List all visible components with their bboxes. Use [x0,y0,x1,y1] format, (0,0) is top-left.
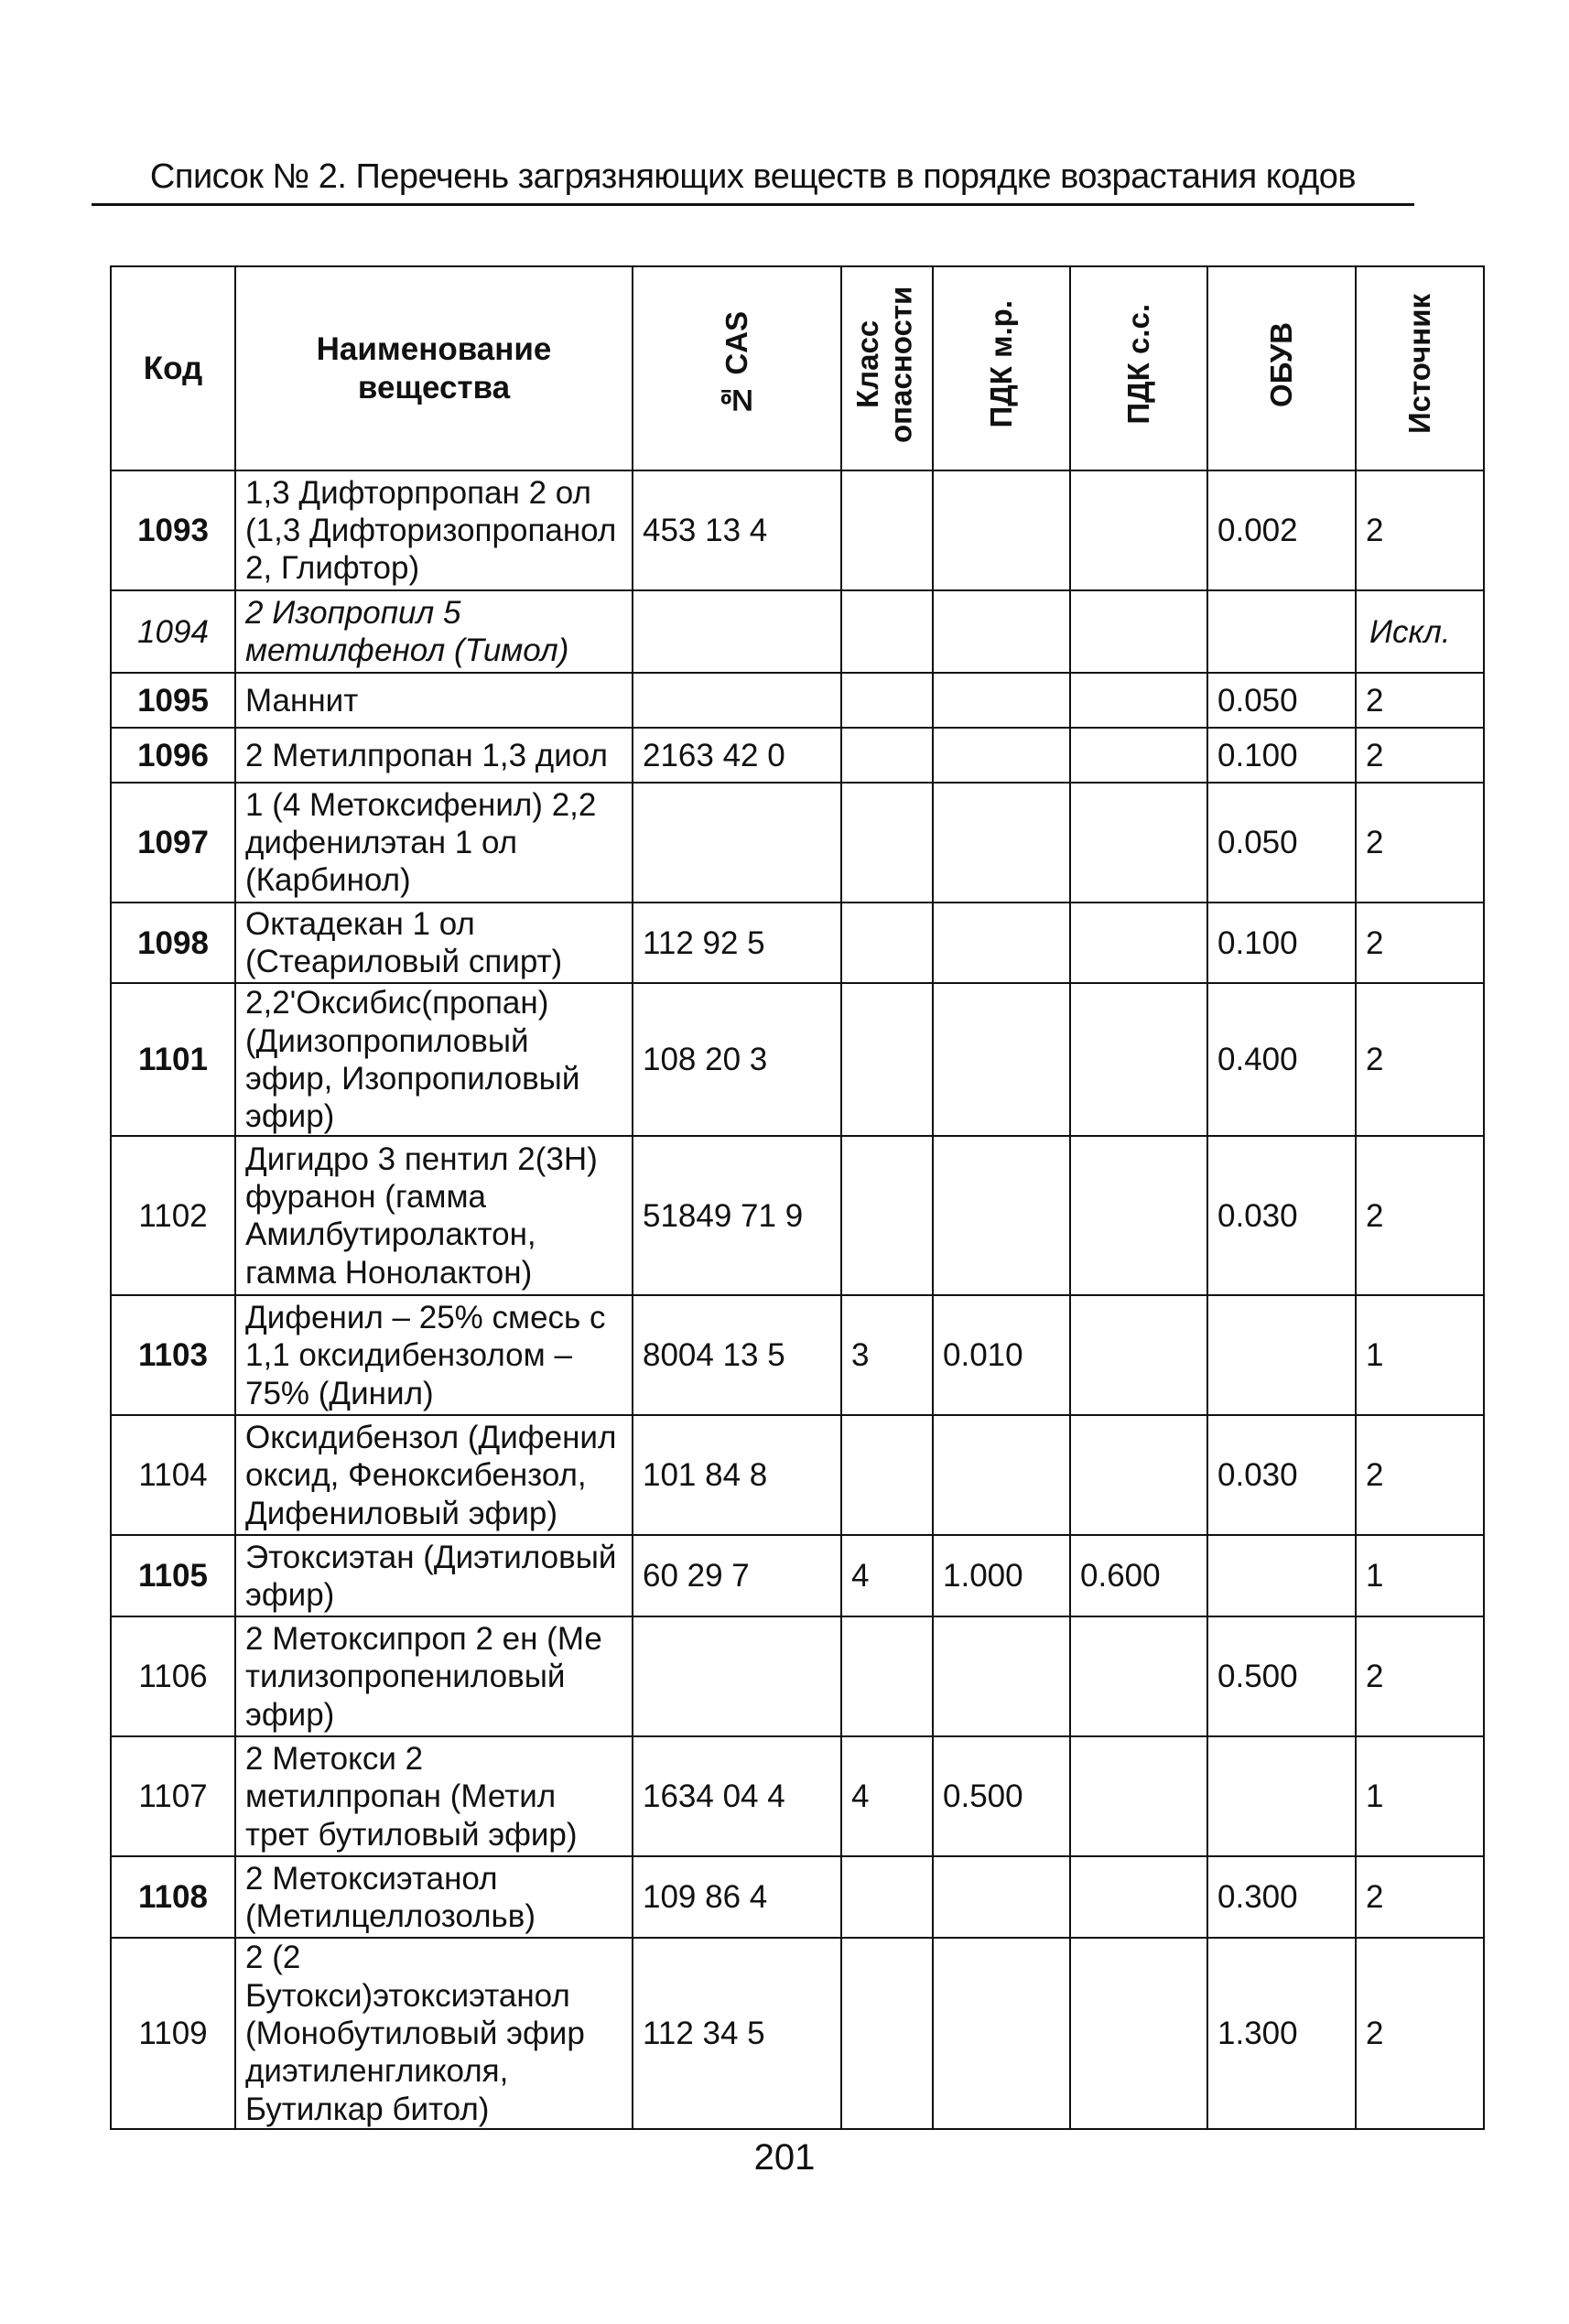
cell-pdk-mr [933,673,1070,728]
cell-code: 1106 [111,1616,235,1736]
header-pdk-mr-label: ПДК м.р. [983,300,1018,428]
cell-pdk-ss: 0.600 [1070,1535,1207,1616]
cell-pdk-mr [933,1136,1070,1295]
cell-pdk-mr [933,983,1070,1136]
cell-pdk-mr [933,728,1070,783]
cell-code: 1105 [111,1535,235,1616]
cell-obuv [1207,1535,1356,1616]
cell-obuv: 0.030 [1207,1136,1356,1295]
cell-hazard-class [841,673,933,728]
cell-hazard-class [841,1136,933,1295]
cell-source: 2 [1356,1136,1484,1295]
cell-name: 2 Метоксипроп 2 ен (Ме тилизопропениловый эфир) [235,1616,633,1736]
cell-name: 1 (4 Метоксифенил) 2,2 дифенилэтан 1 ол (Карбинол) [235,783,633,903]
cell-code: 1093 [111,470,235,590]
header-hazard-class-label: Класс опасности [850,286,918,443]
cell-name: Оксидибензол (Дифенил оксид, Феноксибензол, Дифениловый эфир) [235,1415,633,1535]
cell-name: Дифенил – 25% смесь с 1,1 оксидибензолом – 75% (Динил) [235,1295,633,1415]
cell-source: 2 [1356,903,1484,983]
header-cas [633,266,841,470]
cell-name: 2 Метоксиэтанол (Метилцеллозольв) [235,1856,633,1938]
cell-pdk-ss [1070,728,1207,783]
cell-obuv: 0.002 [1207,470,1356,590]
cell-source: Искл. [1356,590,1484,673]
cell-source: 2 [1356,673,1484,728]
cell-code: 1098 [111,903,235,983]
cell-pdk-ss [1070,1415,1207,1535]
cell-cas [633,673,841,728]
cell-cas: 109 86 4 [633,1856,841,1938]
cell-pdk-ss [1070,983,1207,1136]
table-row [111,1616,1484,1736]
cell-pdk-ss [1070,1295,1207,1415]
cell-hazard-class [841,1415,933,1535]
cell-hazard-class [841,903,933,983]
header-pdk-ss-label: ПДК с.с. [1120,304,1155,425]
cell-source: 2 [1356,728,1484,783]
cell-cas [633,1616,841,1736]
page-number: 201 [753,2137,816,2178]
cell-pdk-mr: 0.010 [933,1295,1070,1415]
cell-source: 2 [1356,1938,1484,2128]
header-source-label: Источник [1401,294,1436,435]
cell-hazard-class [841,783,933,903]
cell-code: 1097 [111,783,235,903]
cell-name: 2 Метилпропан 1,3 диол [235,728,633,783]
header-hazard-class [841,266,933,470]
cell-source: 1 [1356,1736,1484,1856]
cell-source: 1 [1356,1295,1484,1415]
cell-pdk-mr [933,1856,1070,1938]
cell-pdk-mr [933,590,1070,673]
header-obuv-label: ОБУВ [1263,321,1298,407]
table-row [111,1295,1484,1415]
table-row [111,783,1484,903]
cell-cas: 101 84 8 [633,1415,841,1535]
cell-source: 2 [1356,1415,1484,1535]
cell-pdk-mr [933,783,1070,903]
cell-cas: 453 13 4 [633,470,841,590]
cell-source: 1 [1356,1535,1484,1616]
cell-hazard-class [841,590,933,673]
table-row [111,983,1484,1136]
table-row [111,728,1484,783]
cell-obuv: 0.050 [1207,673,1356,728]
table-row [111,1136,1484,1295]
cell-obuv [1207,590,1356,673]
cell-code: 1095 [111,673,235,728]
header-name: Наименование вещества [235,266,633,470]
cell-cas: 1634 04 4 [633,1736,841,1856]
cell-name: 2,2'Оксибис(пропан) (Диизопропиловый эфир, Изопропиловый эфир) [235,983,633,1136]
cell-pdk-ss [1070,783,1207,903]
cell-hazard-class [841,470,933,590]
cell-pdk-ss [1070,673,1207,728]
table-row [111,1736,1484,1856]
cell-code: 1094 [111,590,235,673]
cell-hazard-class [841,1616,933,1736]
cell-source: 2 [1356,783,1484,903]
header-code: Код [111,266,235,470]
cell-source: 2 [1356,1616,1484,1736]
header-obuv [1207,266,1356,470]
cell-code: 1096 [111,728,235,783]
cell-hazard-class: 3 [841,1295,933,1415]
header-rule [92,203,1414,206]
cell-code: 1104 [111,1415,235,1535]
page-header: Список № 2. Перечень загрязняющих веществ в порядке возрастания кодов [149,157,1357,196]
cell-name: Маннит [235,673,633,728]
header-pdk-mr [933,266,1070,470]
cell-cas: 112 34 5 [633,1938,841,2128]
cell-pdk-ss [1070,590,1207,673]
cell-hazard-class [841,983,933,1136]
cell-source: 2 [1356,983,1484,1136]
cell-cas: 108 20 3 [633,983,841,1136]
table-row [111,590,1484,673]
cell-pdk-mr [933,1616,1070,1736]
table-row [111,1535,1484,1616]
cell-pdk-mr [933,903,1070,983]
cell-code: 1107 [111,1736,235,1856]
table-row [111,470,1484,590]
cell-name: Дигидро 3 пентил 2(3Н) фуранон (гамма Амилбутиролактон, гамма Нонолактон) [235,1136,633,1295]
cell-obuv: 0.030 [1207,1415,1356,1535]
cell-cas: 2163 42 0 [633,728,841,783]
substances-table [110,265,1485,2130]
cell-name: 2 (2 Бутокси)этоксиэтанол (Монобутиловый эфир диэтиленгликоля, Бутилкар битол) [235,1938,633,2128]
cell-hazard-class: 4 [841,1736,933,1856]
cell-obuv: 0.100 [1207,903,1356,983]
cell-pdk-ss [1070,1736,1207,1856]
cell-cas [633,783,841,903]
header-cas-label: № CAS [719,311,753,417]
cell-pdk-ss [1070,1938,1207,2128]
cell-name: 2 Метокси 2 метилпропан (Метил трет бутиловый эфир) [235,1736,633,1856]
cell-code: 1101 [111,983,235,1136]
cell-code: 1109 [111,1938,235,2128]
cell-hazard-class: 4 [841,1535,933,1616]
cell-cas: 8004 13 5 [633,1295,841,1415]
cell-obuv: 0.500 [1207,1616,1356,1736]
cell-pdk-ss [1070,1616,1207,1736]
cell-name: 1,3 Дифторпропан 2 ол (1,3 Дифторизопропанол 2, Глифтор) [235,470,633,590]
table-row [111,673,1484,728]
cell-source: 2 [1356,1856,1484,1938]
header-pdk-ss [1070,266,1207,470]
cell-hazard-class [841,1938,933,2128]
cell-code: 1103 [111,1295,235,1415]
cell-obuv [1207,1295,1356,1415]
cell-pdk-mr: 0.500 [933,1736,1070,1856]
cell-obuv [1207,1736,1356,1856]
cell-cas: 112 92 5 [633,903,841,983]
cell-obuv: 1.300 [1207,1938,1356,2128]
cell-obuv: 0.100 [1207,728,1356,783]
cell-name: Этоксиэтан (Диэтиловый эфир) [235,1535,633,1616]
cell-code: 1108 [111,1856,235,1938]
cell-pdk-mr: 1.000 [933,1535,1070,1616]
table-row [111,1938,1484,2128]
cell-pdk-ss [1070,903,1207,983]
cell-hazard-class [841,728,933,783]
cell-pdk-mr [933,1415,1070,1535]
table-header-row [111,266,1484,470]
cell-obuv: 0.050 [1207,783,1356,903]
table-row [111,903,1484,983]
cell-pdk-mr [933,470,1070,590]
cell-name: 2 Изопропил 5 метилфенол (Тимол) [235,590,633,673]
cell-obuv: 0.300 [1207,1856,1356,1938]
table-row [111,1415,1484,1535]
cell-source: 2 [1356,470,1484,590]
cell-pdk-ss [1070,1856,1207,1938]
cell-pdk-ss [1070,470,1207,590]
cell-cas [633,590,841,673]
cell-pdk-ss [1070,1136,1207,1295]
cell-pdk-mr [933,1938,1070,2128]
cell-obuv: 0.400 [1207,983,1356,1136]
cell-hazard-class [841,1856,933,1938]
cell-cas: 51849 71 9 [633,1136,841,1295]
header-source [1356,266,1484,470]
cell-name: Октадекан 1 ол (Стеариловый спирт) [235,903,633,983]
table-row [111,1856,1484,1938]
cell-cas: 60 29 7 [633,1535,841,1616]
cell-code: 1102 [111,1136,235,1295]
